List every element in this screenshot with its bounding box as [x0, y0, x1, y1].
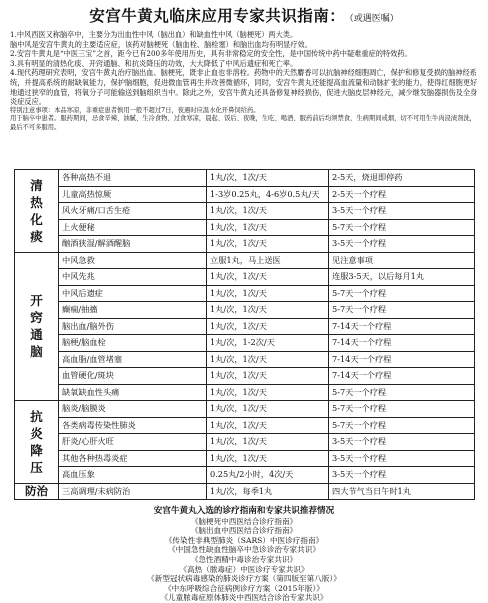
intro-paragraph: 脑中风是安宫牛黄丸的主要适应症，该药对脑梗死（脑血栓、脑栓塞）和脑出血均有明显疗效。 — [10, 39, 312, 49]
dosage-table — [14, 169, 475, 500]
course-cell: 7-14天一个疗程 — [329, 351, 475, 368]
table-row — [15, 351, 475, 368]
course-cell: 见注意事项 — [329, 252, 475, 269]
intro-paragraph: 1.中风西医又称脑卒中，主要分为出血性中风（脑出血）和缺血性中风（脑梗死）两大类。 — [10, 30, 298, 39]
dosage-cell: 1丸/次，1次/天 — [207, 203, 329, 220]
indication-cell: 中风急救 — [59, 252, 207, 269]
course-cell: 7-14天一个疗程 — [329, 318, 475, 335]
indication-cell: 高血压象 — [59, 467, 207, 484]
table-row — [15, 285, 475, 302]
indication-cell: 中风后遗症 — [59, 285, 207, 302]
intro-paragraph: 4.现代药理研究表明，安宫牛黄丸治疗脑出血、脑梗死，既非止血也非溶栓。药物中的天然麝香可以抗脑神经细胞凋亡，保护和修复受损的脑神经系统，并提高系统的耐缺氧能力，保护脑细胞，促进微血管再生并改善微循环，同时，安宫牛黄丸还能提高血流量和动脉扩张的能力，使得红细胞更好地通过狭窄的血管，将氧分子可能输送到脑组织当中。除此之外，安宫牛黄丸还具备修复神经损伤，促进大脑皮层神经元，减少继发脑器损伤及全身炎症反应。 — [10, 68, 478, 107]
dosage-cell: 1丸/次，1次/天 — [207, 236, 329, 253]
dosage-cell: 1丸/次，1次/天 — [207, 285, 329, 302]
category-cell-kaiqiao: 开窍通脑 — [15, 252, 59, 401]
category-cell-fangzhi: 防治 — [15, 483, 59, 500]
indication-cell: 儿童高热惊厥 — [59, 186, 207, 203]
guideline-list — [0, 507, 488, 603]
guideline-item: 《中国急性缺血性脑卒中急诊诊治专家共识》 — [168, 545, 320, 555]
table-row — [15, 302, 475, 319]
indication-cell: 酗酒狭湿/解酒醒脑 — [59, 236, 207, 253]
dosage-cell: 1丸/次，1次/天 — [207, 318, 329, 335]
table-row — [15, 219, 475, 236]
table-row — [15, 236, 475, 253]
table-row — [15, 335, 475, 352]
dosage-cell: 1丸/次，每季1丸 — [207, 483, 329, 500]
indication-cell: 血管硬化/斑块 — [59, 368, 207, 385]
dosage-cell: 1丸/次，1次/天 — [207, 170, 329, 187]
indication-cell: 脑梗/脑血栓 — [59, 335, 207, 352]
course-cell: 3-5天一个疗程 — [329, 203, 475, 220]
document-title: 安宫牛黄丸临床应用专家共识指南： — [89, 7, 346, 25]
indication-cell: 脑炎/脑膜炎 — [59, 401, 207, 418]
intro-paragraph: 3.具有明显的清热化痰、开窍通脑、和抗炎降压的功效，大大降低了中风后遗症和死亡率。 — [10, 58, 298, 68]
indication-cell: 风火牙痛/口舌生疮 — [59, 203, 207, 220]
dosage-cell: 1丸/次，1次/天 — [207, 219, 329, 236]
indication-cell: 缺氧缺血性头痛 — [59, 384, 207, 401]
dosage-cell: 1丸/次，1次/天 — [207, 384, 329, 401]
guideline-item: 《儿童脓毒症原体肺炎中西医结合诊治专家共识》 — [160, 593, 328, 603]
course-cell: 连服3-5天，以后每月1丸 — [329, 269, 475, 286]
indication-cell: 脑出血/脑外伤 — [59, 318, 207, 335]
document-header — [0, 4, 488, 26]
dosage-cell: 1丸/次，1次/天 — [207, 450, 329, 467]
table-row — [15, 384, 475, 401]
guideline-item: 《传染性非典型肺炎（SARS）中医诊疗指南》 — [164, 535, 324, 545]
dosage-cell: 1丸/次，1次/天 — [207, 401, 329, 418]
dosage-cell: 立服1丸，马上送医 — [207, 252, 329, 269]
table-row — [15, 450, 475, 467]
intro-section — [10, 30, 480, 133]
dosage-cell: 1丸/次，1次/天 — [207, 434, 329, 451]
course-cell: 3-5天一个疗程 — [329, 450, 475, 467]
category-cell-qingre: 清热化痰 — [15, 170, 59, 253]
intro-paragraph: 2.安宫牛黄丸是“中医三宝”之首，距今已有200多年使用历史，具有非常稳定的安全性，是中国传统中药中疑难重症的特效药。 — [10, 49, 412, 59]
indication-cell: 各种高热不退 — [59, 170, 207, 187]
indication-cell: 三高调理/未病防治 — [59, 483, 207, 500]
dosage-cell: 1丸/次，1-2次/天 — [207, 335, 329, 352]
guideline-item: 《急性酒精中毒诊治专家共识》 — [190, 554, 298, 564]
table-row — [15, 269, 475, 286]
dosage-cell: 1-3岁0.25丸，4-6岁0.5丸/天 — [207, 186, 329, 203]
course-cell: 5-7天一个疗程 — [329, 302, 475, 319]
table-row — [15, 252, 475, 269]
table-row — [15, 368, 475, 385]
document-source-note: （或遇医嘱） — [349, 14, 399, 24]
guideline-item: 《脑出血中西医结合诊疗指南》 — [190, 526, 298, 536]
course-cell: 5-7天一个疗程 — [329, 401, 475, 418]
course-cell: 5-7天一个疗程 — [329, 417, 475, 434]
table-row — [15, 483, 475, 500]
guideline-item: 《高热（脓毒症）中医诊疗专家共识》 — [179, 564, 309, 574]
table-row — [15, 186, 475, 203]
course-cell: 5-7天一个疗程 — [329, 285, 475, 302]
guideline-item: 《脑梗死中西医结合诊疗指南》 — [190, 516, 298, 526]
course-cell: 3-5天一个疗程 — [329, 467, 475, 484]
table-row — [15, 203, 475, 220]
table-row — [15, 318, 475, 335]
dosage-cell: 1丸/次，1次/天 — [207, 302, 329, 319]
course-cell: 5-7天一个疗程 — [329, 219, 475, 236]
indication-cell: 高血脂/血管堵塞 — [59, 351, 207, 368]
table-row — [15, 434, 475, 451]
indication-cell: 中风先兆 — [59, 269, 207, 286]
course-cell: 2-5天，烧退即停药 — [329, 170, 475, 187]
category-cell-kangyan: 抗炎降压 — [15, 401, 59, 484]
course-cell: 5-7天一个疗程 — [329, 384, 475, 401]
table-row — [15, 467, 475, 484]
indication-cell: 上火便秘 — [59, 219, 207, 236]
course-cell: 3-5天一个疗程 — [329, 434, 475, 451]
course-cell: 3-5天一个疗程 — [329, 236, 475, 253]
guideline-item: 《中东呼吸综合征病例诊疗方案（2015年版）》 — [164, 583, 324, 593]
dosage-cell: 1丸/次，1次/天 — [207, 351, 329, 368]
dosage-cell: 1丸/次，1次/天 — [207, 368, 329, 385]
guideline-list-title: 安宫牛黄丸入选的诊疗指南和专家共识推荐情况 — [153, 506, 335, 516]
intro-note: 特别注意事项：本品寒凉，非重症患者慎用一般不超过7日，夜遇时应温水化开鼻饲给药。 — [10, 106, 260, 114]
dosage-cell: 0.25丸/2小时，4次/天 — [207, 467, 329, 484]
table-row — [15, 401, 475, 418]
course-cell: 7-14天一个疗程 — [329, 368, 475, 385]
course-cell: 7-14天一个疗程 — [329, 335, 475, 352]
intro-note: 用于脑卒中患者。服药期间，忌食辛辣、油腻、生冷食物、过食寒凉，晨起、饭后、夜晚，生吃、喝酒、服药前后均须禁食，生病期间戒烟，切不可用生牛肉浸渍剂洗，最后不可多服用。 — [10, 115, 476, 131]
indication-cell: 癫痫/抽搐 — [59, 302, 207, 319]
course-cell: 四大节气当日午时1丸 — [329, 483, 475, 500]
dosage-cell: 1丸/次，1次/天 — [207, 269, 329, 286]
dosage-cell: 1丸/次，1次/天 — [207, 417, 329, 434]
table-row — [15, 417, 475, 434]
course-cell: 2-5天一个疗程 — [329, 186, 475, 203]
table-row — [15, 170, 475, 187]
indication-cell: 其他各种热毒炎症 — [59, 450, 207, 467]
indication-cell: 各类病毒传染性肺炎 — [59, 417, 207, 434]
indication-cell: 肝炎/心肝火旺 — [59, 434, 207, 451]
guideline-item: 《新型冠状病毒感染的肺炎诊疗方案（第四版至第八版）》 — [147, 574, 341, 584]
